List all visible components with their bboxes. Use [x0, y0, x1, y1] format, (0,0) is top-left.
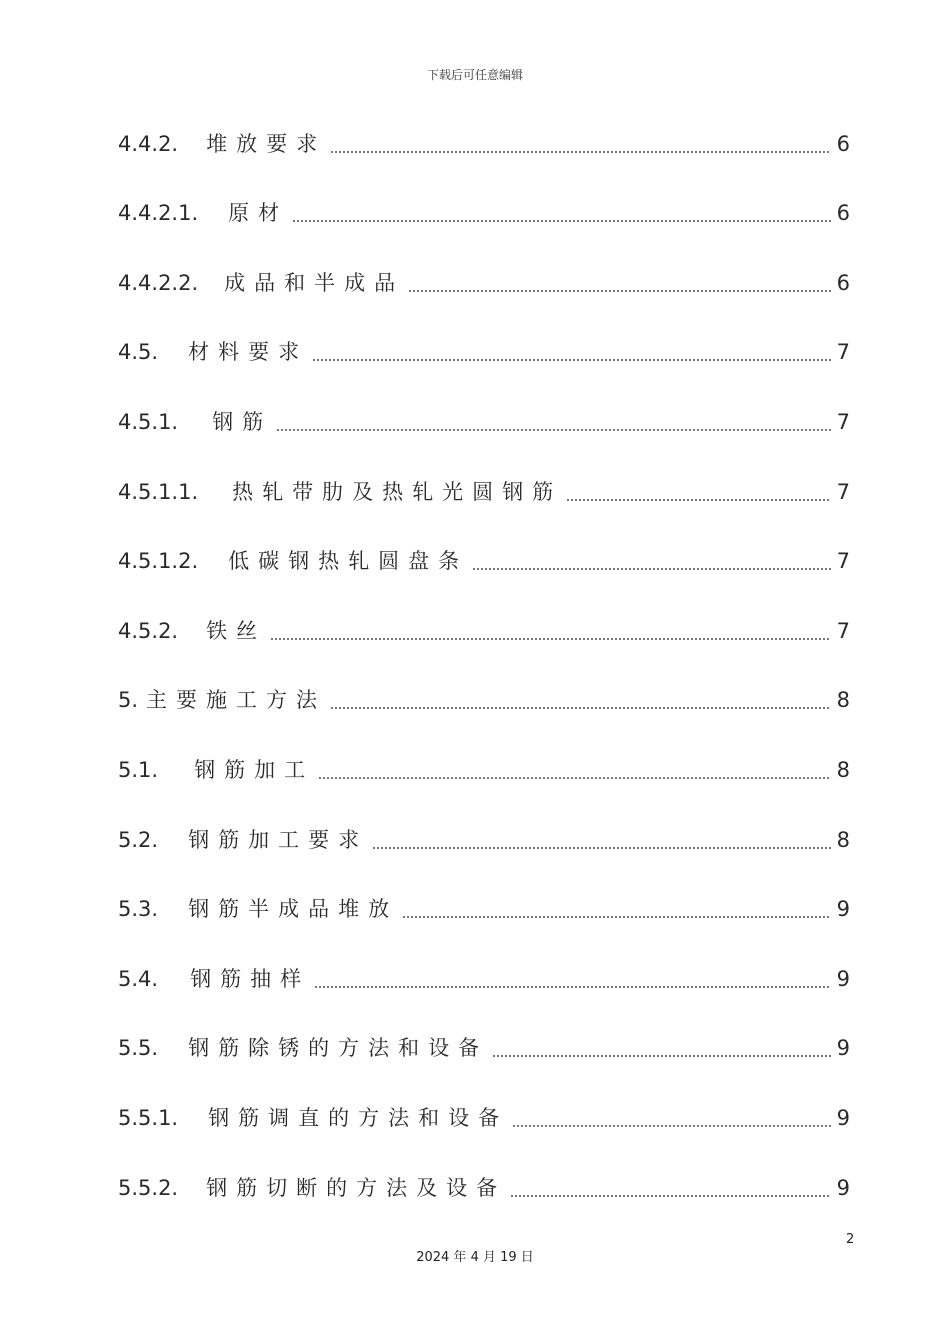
toc-entry-title: 原材 — [228, 201, 289, 226]
toc-entry[interactable] — [118, 374, 850, 444]
toc-entry[interactable] — [118, 514, 850, 584]
toc-dot-leader — [512, 1125, 831, 1127]
toc-entry-page: 7 — [836, 479, 850, 504]
toc-entry-title: 主要施工方法 — [146, 688, 327, 713]
toc-entry-page: 9 — [836, 966, 850, 991]
toc-entry-page: 8 — [836, 757, 850, 782]
toc-entry-title: 低碳钢热轧圆盘条 — [228, 549, 469, 574]
toc-entry[interactable] — [118, 792, 850, 862]
toc-entry-page: 7 — [836, 409, 850, 434]
toc-entry[interactable] — [118, 583, 850, 653]
toc-entry[interactable] — [118, 1070, 850, 1140]
page-header: 下载后可任意编辑 — [426, 68, 523, 82]
toc-entry[interactable] — [118, 722, 850, 792]
toc-entry-page: 7 — [836, 549, 850, 574]
toc-dot-leader — [270, 638, 831, 640]
toc-entry-title: 钢筋加工要求 — [188, 827, 369, 852]
footer-date: 2024 年 4 月 19 日 — [416, 1250, 534, 1265]
toc-entry-number: 5.4. — [118, 966, 159, 991]
toc-entry-number: 5.5.2. — [118, 1175, 179, 1200]
toc-entry-page: 8 — [836, 827, 850, 852]
toc-entry-number: 4.5.1.2. — [118, 549, 199, 574]
toc-entry-page: 7 — [836, 618, 850, 643]
toc-entry-number: 5.3. — [118, 897, 159, 922]
toc-entry-number: 5. — [118, 688, 139, 713]
toc-entry-number: 5.5.1. — [118, 1105, 179, 1130]
toc-dot-leader — [314, 986, 831, 988]
toc-entry-title: 热轧带肋及热轧光圆钢筋 — [232, 479, 563, 504]
toc-entry-title: 堆放要求 — [206, 131, 327, 156]
toc-entry-number: 4.5.1. — [118, 409, 179, 434]
page-number: 2 — [846, 1232, 855, 1247]
toc-entry-number: 5.5. — [118, 1036, 159, 1061]
toc-entry-number: 5.1. — [118, 757, 159, 782]
toc-entry[interactable] — [118, 931, 850, 1001]
toc-entry-number: 5.2. — [118, 827, 159, 852]
toc-entry[interactable] — [118, 235, 850, 305]
toc-entry[interactable] — [118, 444, 850, 514]
toc-dot-leader — [312, 359, 831, 361]
toc-dot-leader — [402, 916, 831, 918]
toc-entry-number: 4.4.2.1. — [118, 201, 199, 226]
toc-entry-page: 8 — [836, 688, 850, 713]
toc-dot-leader — [408, 290, 830, 292]
toc-dot-leader — [492, 1055, 831, 1057]
toc-entry-page: 9 — [836, 1175, 850, 1200]
toc-dot-leader — [330, 707, 831, 709]
toc-entry[interactable] — [118, 653, 850, 723]
toc-entry[interactable] — [118, 1001, 850, 1071]
toc-entry[interactable] — [118, 862, 850, 932]
toc-entry-title: 钢筋抽样 — [190, 966, 311, 991]
toc-entry-title: 钢筋除锈的方法和设备 — [188, 1036, 489, 1061]
table-of-contents — [118, 96, 850, 1210]
toc-entry-page: 9 — [836, 1036, 850, 1061]
toc-dot-leader — [292, 220, 830, 222]
toc-entry-number: 4.5. — [118, 340, 159, 365]
toc-entry[interactable] — [118, 1140, 850, 1210]
toc-entry-page: 9 — [836, 1105, 850, 1130]
toc-entry-title: 材料要求 — [188, 340, 309, 365]
toc-entry-title: 铁丝 — [206, 618, 267, 643]
toc-dot-leader — [472, 568, 830, 570]
toc-dot-leader — [566, 499, 830, 501]
toc-entry-number: 4.5.2. — [118, 618, 179, 643]
toc-entry-title: 成品和半成品 — [224, 270, 405, 295]
toc-entry-page: 9 — [836, 897, 850, 922]
toc-dot-leader — [372, 847, 831, 849]
toc-entry[interactable] — [118, 96, 850, 166]
toc-entry-title: 钢筋调直的方法和设备 — [208, 1105, 509, 1130]
toc-entry-page: 6 — [836, 131, 850, 156]
toc-entry-number: 4.4.2. — [118, 131, 179, 156]
toc-entry[interactable] — [118, 166, 850, 236]
toc-entry-page: 6 — [836, 201, 850, 226]
toc-entry-title: 钢筋半成品堆放 — [188, 897, 399, 922]
toc-entry-page: 7 — [836, 340, 850, 365]
toc-dot-leader — [276, 429, 831, 431]
toc-entry-number: 4.4.2.2. — [118, 270, 199, 295]
toc-entry-title: 钢筋加工 — [194, 757, 315, 782]
toc-entry[interactable] — [118, 305, 850, 375]
toc-entry-title: 钢筋 — [212, 409, 273, 434]
toc-dot-leader — [318, 777, 831, 779]
toc-entry-title: 钢筋切断的方法及设备 — [206, 1175, 507, 1200]
toc-entry-number: 4.5.1.1. — [118, 479, 199, 504]
toc-dot-leader — [510, 1195, 831, 1197]
toc-dot-leader — [330, 151, 831, 153]
toc-entry-page: 6 — [836, 270, 850, 295]
